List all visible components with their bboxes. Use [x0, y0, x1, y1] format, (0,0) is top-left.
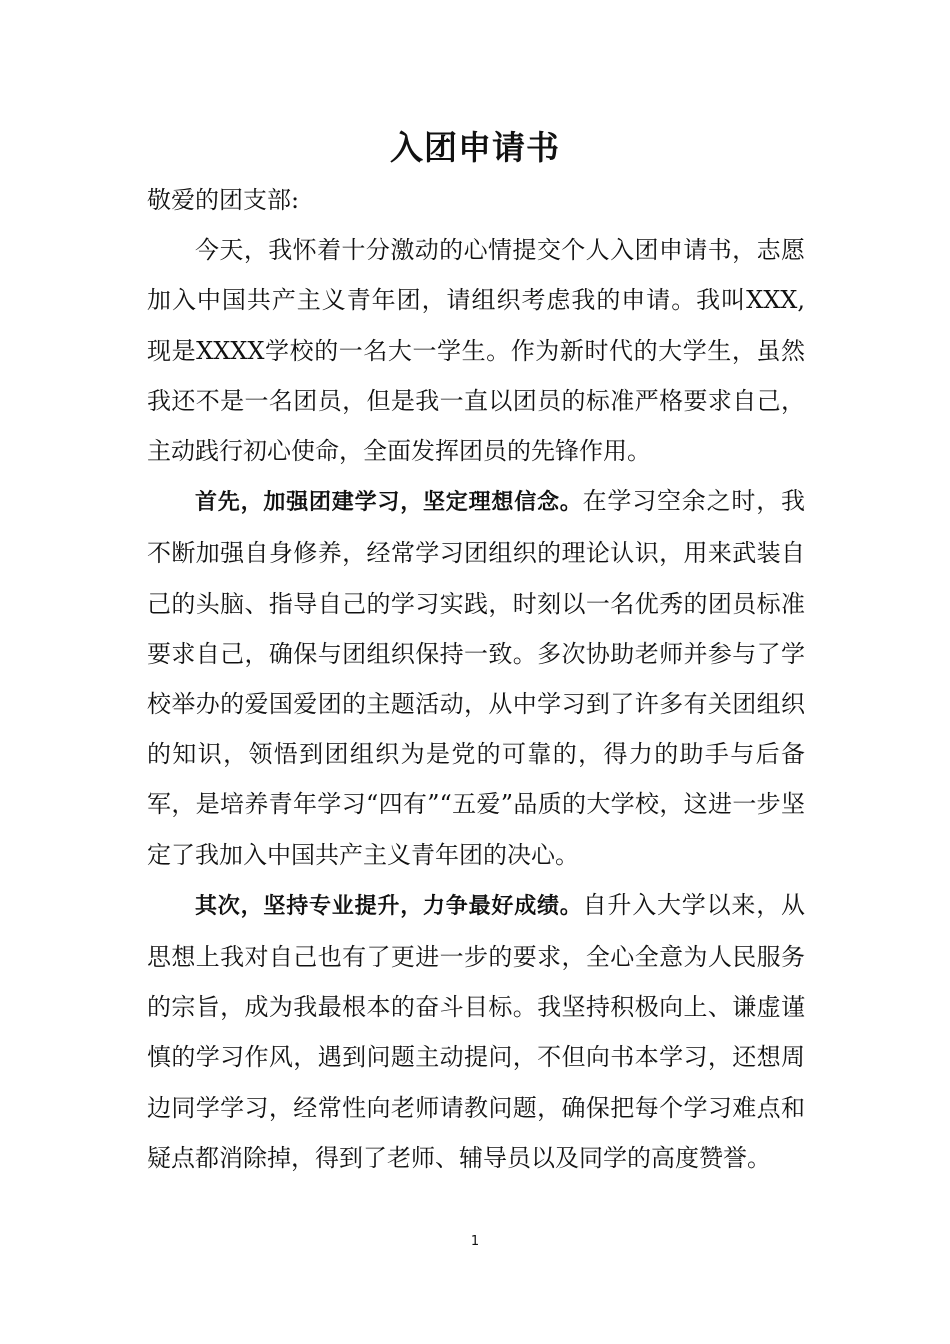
paragraph-study-text: 在学习空余之时，我不断加强自身修养，经常学习团组织的理论认识，用来武装自己的头脑、指导自己的学习实践，时刻以一名优秀的团员标准要求自己，确保与团组织保持一致。多次协助老师并参与了学校举办的爱国爱团的主题活动，从中学习到了许多有关团组织的知识，领悟到团组织为是党的可靠的，得力的助手与后备军，是培养青年学习“四有”“五爱”品质的大学校，这进一步坚定了我加入中国共产主义青年团的决心。 [147, 487, 805, 869]
document-title: 入团申请书 [390, 128, 560, 167]
paragraph-study [147, 476, 805, 880]
paragraph-professional-lead: 其次，坚持专业提升，力争最好成绩。 [195, 893, 583, 919]
salutation: 敬爱的团支部: [147, 186, 300, 214]
page-number: 1 [470, 1234, 480, 1249]
document-body [147, 175, 805, 1183]
paragraph-intro [147, 225, 805, 476]
paragraph-professional-text: 自升入大学以来，从思想上我对自己也有了更进一步的要求，全心全意为人民服务的宗旨，成为我最根本的奋斗目标。我坚持积极向上、谦虚谨慎的学习作风，遇到问题主动提问，不但向书本学习，还想周边同学学习，经常性向老师请教问题，确保把每个学习难点和疑点都消除掉，得到了老师、辅导员以及同学的高度赞誉。 [147, 890, 805, 1172]
paragraph-study-lead: 首先，加强团建学习，坚定理想信念。 [195, 490, 583, 516]
paragraph-professional [147, 880, 805, 1183]
paragraph-intro-text: 今天，我怀着十分激动的心情提交个人入团申请书，志愿加入中国共产主义青年团，请组织考虑我的申请。我叫XXX,现是XXXX学校的一名大一学生。作为新时代的大学生，虽然我还不是一名团员，但是我一直以团员的标准严格要求自己，主动践行初心使命，全面发挥团员的先锋作用。 [147, 236, 805, 466]
